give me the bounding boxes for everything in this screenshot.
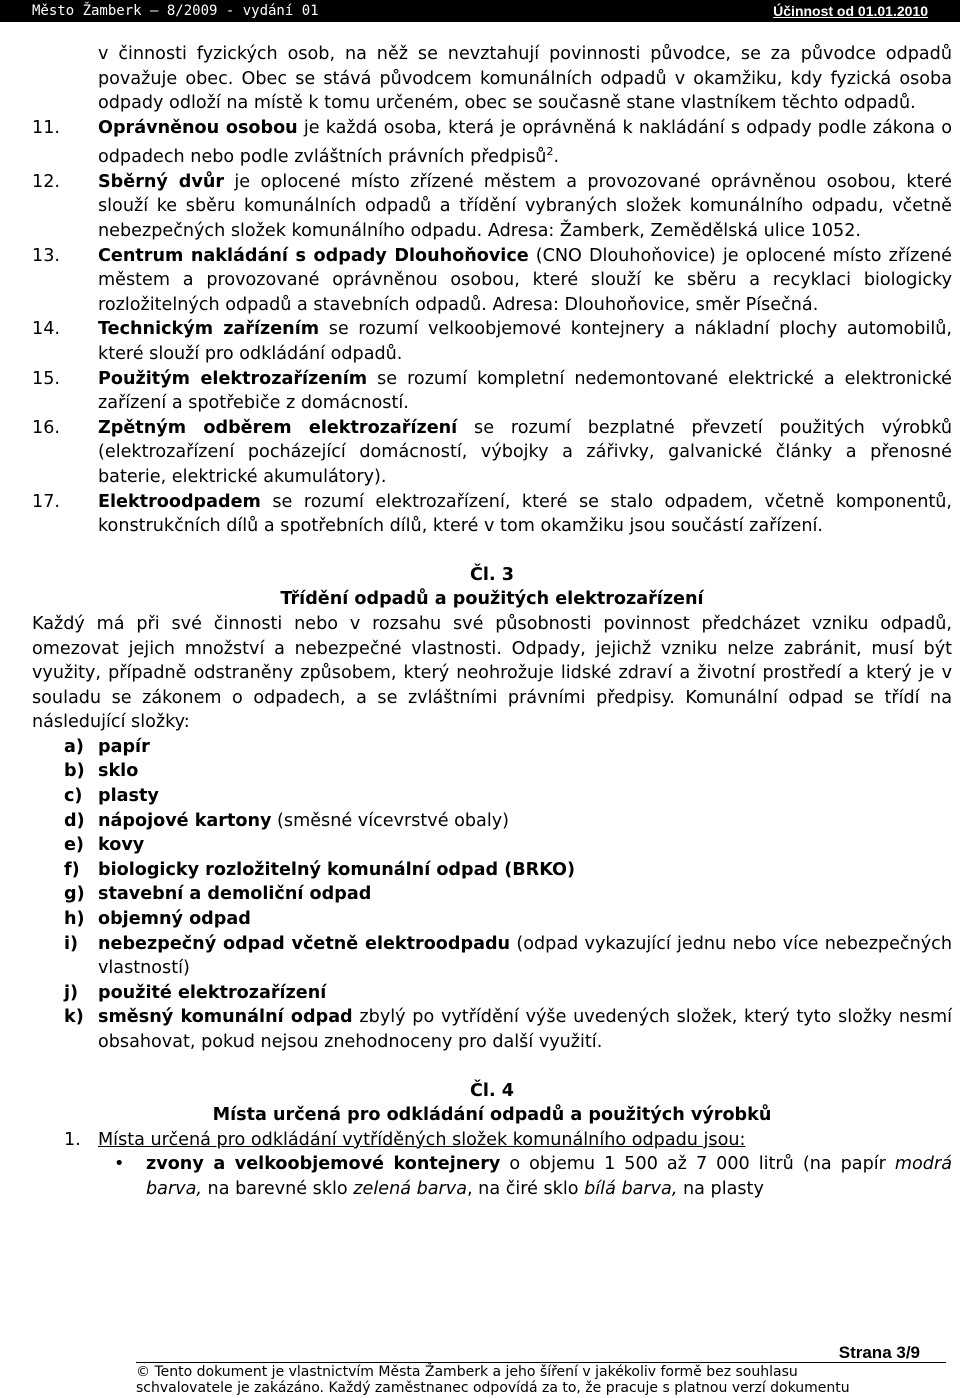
definition-14	[32, 317, 952, 366]
item-key: j)	[64, 982, 79, 1003]
item-name: kovy	[98, 835, 145, 856]
definition-tail: .	[553, 147, 560, 168]
definition-number: 13.	[32, 245, 60, 266]
definition-number: 16.	[32, 417, 60, 438]
item-name: plasty	[98, 786, 159, 807]
item-name: nápojové kartony	[98, 810, 272, 831]
point-number: 1.	[64, 1129, 81, 1150]
point-text: Místa určená pro odkládání vytříděných složek komunálního odpadu jsou:	[98, 1129, 746, 1150]
item-name: použité elektrozařízení	[98, 982, 327, 1003]
waste-category-item	[32, 858, 952, 883]
definition-text: se rozumí elektrozařízení, které se stalo odpadem, včetně komponentů, konstrukčních dílů a spotřebních dílů, které v tom okamžiku jsou součástí zařízení.	[98, 491, 952, 537]
definition-term: Centrum nakládání s odpady Dlouhoňovice	[98, 245, 529, 266]
item-name: směsný komunální odpad	[98, 1007, 353, 1028]
item-name: sklo	[98, 761, 139, 782]
copyright-line-2: schvalovatele je zakázáno. Každý zaměstnanec odpovídá za to, že pracuje s platnou verzí dokumentu	[136, 1380, 850, 1396]
article-4-label: Čl. 4	[470, 1080, 514, 1101]
definition-15	[32, 367, 952, 416]
article-3-paragraph: Každý má při své činnosti nebo v rozsahu své působnosti povinnost předcházet vzniku odpadů, omezovat jejich množství a nebezpečné vlastnosti. Odpady, jejichž vzniku nelze zabránit, musí být využity, případně odstraněny způsobem, který neohrožuje lidské zdraví a životní prostředí a který je v souladu se zákonem o odpadech, a se zvláštními právními předpisy. Komunální odpad se třídí na následující složky:	[32, 613, 952, 733]
item-key: g)	[64, 884, 85, 905]
bullet-text: , na čiré sklo	[466, 1178, 585, 1199]
definition-16	[32, 416, 952, 490]
item-key: f)	[64, 859, 80, 880]
definition-text: se rozumí kompletní nedemontované elektrické a elektronické zařízení a spotřebiče z domácností.	[98, 368, 953, 414]
waste-category-item	[32, 1005, 952, 1054]
header-document-id: Město Žamberk – 8/2009 - vydání 01	[32, 3, 319, 19]
definition-term: Technickým zařízením	[98, 319, 320, 340]
definition-number: 17.	[32, 491, 60, 512]
definition-text: se rozumí velkoobjemové kontejnery a nákladní plochy automobilů, které slouží pro odkládání odpadů.	[98, 319, 952, 364]
bullet-text: na plasty	[677, 1178, 764, 1199]
page-number: Strana 3/9	[838, 1343, 920, 1362]
article-4-title: Místa určená pro odkládání odpadů a použitých výrobků	[212, 1105, 772, 1126]
bullet-item	[32, 1152, 952, 1201]
bullet-color-clear-glass: bílá barva,	[584, 1178, 678, 1199]
item-key: d)	[64, 810, 85, 831]
item-note: (směsné vícevrstvé obaly)	[271, 810, 510, 831]
article-3-title: Třídění odpadů a použitých elektrozařízení	[280, 589, 704, 610]
bullet-text: na barevné sklo	[201, 1178, 354, 1199]
header-effective-date: Účinnost od 01.01.2010	[773, 3, 928, 19]
definition-number: 11.	[32, 117, 60, 138]
item-key: a)	[64, 736, 84, 757]
definition-number: 14.	[32, 319, 60, 340]
copyright-line-1: © Tento dokument je vlastnictvím Města Žamberk a jeho šíření v jakékoliv formě bez souhlasu	[136, 1364, 798, 1380]
waste-category-item	[32, 735, 952, 760]
definition-13	[32, 244, 952, 318]
definition-number: 15.	[32, 368, 60, 389]
item-name: papír	[98, 736, 150, 757]
bullet-color-paper: modrá barva,	[146, 1154, 952, 1199]
item-name: stavební a demoliční odpad	[98, 884, 372, 905]
article-4-point-1	[32, 1128, 952, 1153]
bullet-icon: •	[114, 1154, 125, 1175]
waste-category-item	[32, 907, 952, 932]
waste-category-item	[32, 759, 952, 784]
article-3-label: Čl. 3	[470, 564, 514, 585]
footnote-ref: 2	[546, 145, 554, 159]
item-key: c)	[64, 786, 83, 807]
item-note: (odpad vykazující jednu nebo více nebezpečných vlastností)	[98, 933, 952, 979]
item-note: zbylý po vytřídění výše uvedených složek, který tyto složky nesmí obsahovat, pokud nejsou znehodnoceny pro další využití.	[98, 1007, 953, 1053]
waste-category-item	[32, 833, 952, 858]
waste-category-item	[32, 882, 952, 907]
continued-paragraph: v činnosti fyzických osob, na něž se nevztahují povinnosti původce, se za původce odpadů považuje obec. Obec se stává původcem komunálních odpadů v okamžiku, kdy fyzická osoba odpady odloží na místě k tomu určeném, obec se současně stane vlastníkem těchto odpadů.	[98, 44, 952, 114]
footer-divider	[136, 1362, 946, 1363]
definition-12	[32, 170, 952, 244]
bullet-color-glass: zelená barva	[353, 1178, 467, 1199]
definition-term: Zpětným odběrem elektrozařízení	[98, 417, 458, 438]
definition-text: (CNO Dlouhoňovice) je oplocené místo zřízené městem a provozované oprávněnou osobou, které slouží ke sběru a recyklaci biologicky rozložitelných odpadů a stavebních odpadů. Adresa: Dlouhoňovice, směr Písečná.	[98, 245, 952, 315]
waste-category-item	[32, 932, 952, 981]
definition-text: je každá osoba, která je oprávněná k nakládání s odpady podle zákona o odpadech nebo podle zvláštních právních předpisů	[98, 117, 952, 168]
definition-term: Oprávněnou osobou	[98, 117, 298, 138]
definition-term: Použitým elektrozařízením	[98, 368, 368, 389]
item-key: e)	[64, 835, 84, 856]
item-key: i)	[64, 933, 79, 954]
item-key: k)	[64, 1007, 84, 1028]
definition-term: Elektroodpadem	[98, 491, 261, 512]
bullet-term: zvony a velkoobjemové kontejnery	[146, 1154, 501, 1175]
page-header	[0, 0, 960, 22]
item-key: h)	[64, 909, 85, 930]
waste-category-item	[32, 784, 952, 809]
item-name: objemný odpad	[98, 909, 251, 930]
item-name: nebezpečný odpad včetně elektroodpadu	[98, 933, 511, 954]
item-name: biologicky rozložitelný komunální odpad (BRKO)	[98, 859, 576, 880]
definition-number: 12.	[32, 171, 60, 192]
definition-text: se rozumí bezplatné převzetí použitých výrobků (elektrozařízení pocházející domácností, výbojky a zářivky, galvanické články a přenosné baterie, elektrické akumulátory).	[98, 417, 952, 487]
definition-term: Sběrný dvůr	[98, 171, 225, 192]
waste-category-item	[32, 809, 952, 834]
item-key: b)	[64, 761, 85, 782]
definition-11	[32, 116, 952, 170]
document-body	[32, 42, 952, 1202]
bullet-text: o objemu 1 500 až 7 000 litrů (na papír	[500, 1154, 895, 1175]
waste-category-item	[32, 981, 952, 1006]
definition-17	[32, 490, 952, 539]
definition-text: je oplocené místo zřízené městem a provozované oprávněnou osobou, které slouží ke sběru komunálních odpadů a třídění vybraných složek komunálního odpadu, včetně nebezpečných složek komunálního odpadu. Adresa: Žamberk, Zemědělská ulice 1052.	[98, 171, 953, 242]
